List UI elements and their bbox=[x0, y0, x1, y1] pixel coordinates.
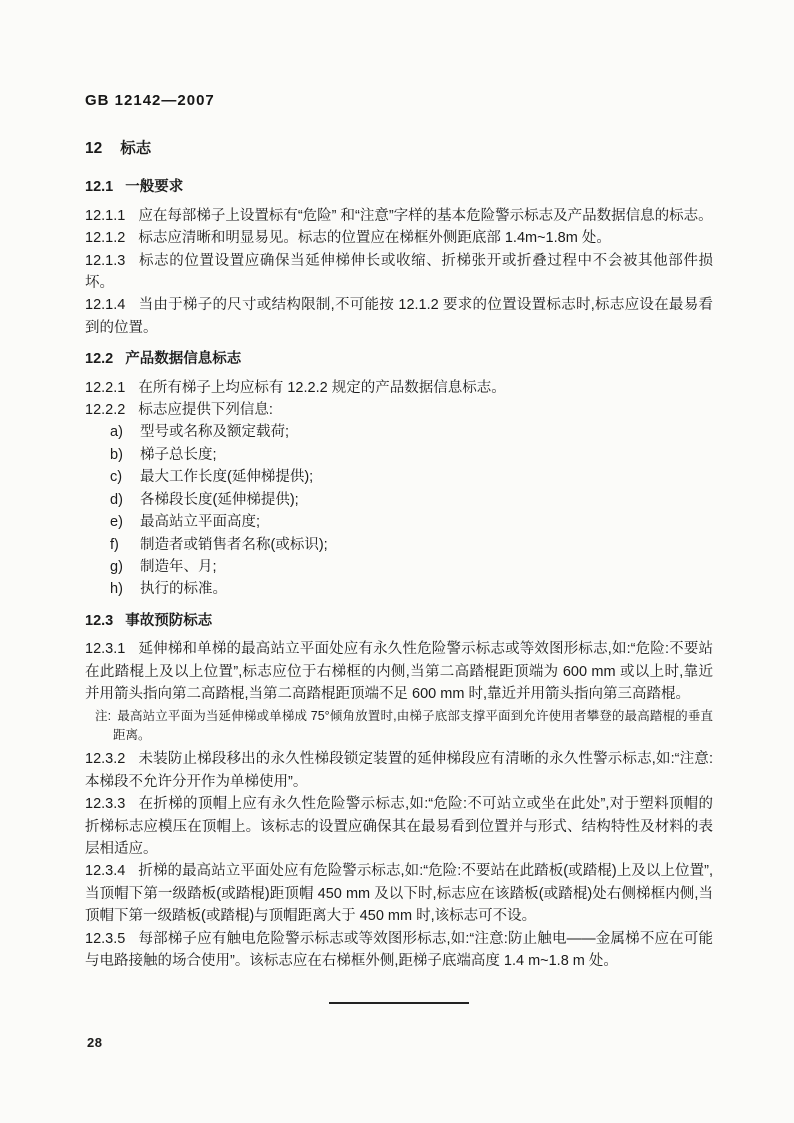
note: 注: 最高站立平面为当延伸梯或单梯成 75°倾角放置时,由梯子底部支撑平面到允许使用者攀登的最高踏棍的垂直距离。 bbox=[95, 709, 713, 743]
chapter-heading: 12 标志 bbox=[85, 140, 152, 157]
list-item: a) 型号或名称及额定载荷; bbox=[85, 421, 713, 443]
clause: 12.3.3 在折梯的顶帽上应有永久性危险警示标志,如:“危险:不可站立或坐在此处”,对于塑料顶帽的折梯标志应模压在顶帽上。该标志的设置应确保其在最易看到位置并与形式、结构特性及材料的表层相适应。 bbox=[85, 796, 713, 857]
clause: 12.1.1 应在每部梯子上设置标有“危险” 和“注意”字样的基本危险警示标志及产品数据信息的标志。 bbox=[85, 207, 713, 224]
clause: 12.1.2 标志应清晰和明显易见。标志的位置应在梯框外侧距底部 1.4m~1.8m 处。 bbox=[85, 230, 611, 247]
list-label: f) bbox=[110, 536, 119, 553]
clause-number: 12.3.3 bbox=[85, 796, 126, 813]
clause-number: 12.3 bbox=[85, 612, 114, 629]
list-item: f) 制造者或销售者名称(或标识); bbox=[85, 534, 713, 556]
clause: 12.3.1 延伸梯和单梯的最高站立平面处应有永久性危险警示标志或等效图形标志,如:“危险:不要站在此踏棍上及以上位置”,标志应位于右梯框的内侧,当第二高踏棍距顶端为 600 mm 或以上时,靠近并用箭头指向第二高踏棍,当第二高踏棍距顶端不足 600 mm 时,靠近并用箭头指向第三高踏棍。 bbox=[85, 641, 713, 702]
list-item: b) 梯子总长度; bbox=[85, 444, 713, 466]
list-item: e) 最高站立平面高度; bbox=[85, 511, 713, 533]
list-label: a) bbox=[110, 424, 123, 441]
clause-number: 12.3.2 bbox=[85, 751, 126, 768]
clause: 12.3.4 折梯的最高站立平面处应有危险警示标志,如:“危险:不要站在此踏板(或踏棍)上及以上位置”,当顶帽下第一级踏板(或踏棍)距顶帽 450 mm 及以下时,标志应在该踏板(或踏棍)处右侧梯框内侧,当顶帽下第一级踏板(或踏棍)与顶帽距离大于 450 mm 时,该标志可不设。 bbox=[85, 863, 713, 925]
clause-number: 12.1 bbox=[85, 179, 114, 196]
list-item: g) 制造年、月; bbox=[85, 556, 713, 578]
section-heading: 12.1 一般要求 bbox=[85, 179, 184, 196]
list-label: d) bbox=[110, 491, 123, 508]
clause: 12.2.2 标志应提供下列信息: bbox=[85, 402, 273, 419]
clause-number: 12.2.1 bbox=[85, 379, 126, 396]
clause-number: 12.2.2 bbox=[85, 402, 126, 419]
list-item: c) 最大工作长度(延伸梯提供); bbox=[85, 466, 713, 488]
section-heading: 12.2 产品数据信息标志 bbox=[85, 351, 242, 368]
clause-number: 12.1.2 bbox=[85, 230, 126, 247]
clause: 12.3.2 未装防止梯段移出的永久性梯段锁定装置的延伸梯段应有清晰的永久性警示标志,如:“注意:本梯段不允许分开作为单梯使用”。 bbox=[85, 751, 713, 790]
list-label: c) bbox=[110, 469, 123, 486]
clause: 12.3.5 每部梯子应有触电危险警示标志或等效图形标志,如:“注意:防止触电——金属梯不应在可能与电路接触的场合使用”。该标志应在右梯框外侧,距梯子底端高度 1.4 m~1.8 m 处。 bbox=[85, 930, 713, 969]
clause-number: 12.1.1 bbox=[85, 207, 126, 224]
page-number: 28 bbox=[87, 1035, 103, 1050]
standard-number-header: GB 12142—2007 bbox=[85, 92, 215, 109]
list-item: d) 各梯段长度(延伸梯提供); bbox=[85, 489, 713, 511]
list-label: b) bbox=[110, 446, 123, 463]
clause-number: 12.3.5 bbox=[85, 930, 126, 947]
clause-number: 12.1.4 bbox=[85, 297, 126, 314]
document-body bbox=[85, 138, 713, 1004]
list-label: g) bbox=[110, 558, 123, 575]
list-item: h) 执行的标准。 bbox=[85, 578, 713, 600]
list-label: e) bbox=[110, 514, 123, 531]
clause-number: 12.1.3 bbox=[85, 252, 126, 269]
end-line bbox=[329, 1002, 469, 1004]
clause-number: 12.3.1 bbox=[85, 641, 126, 658]
section-heading: 12.3 事故预防标志 bbox=[85, 612, 213, 629]
clause: 12.2.1 在所有梯子上均应标有 12.2.2 规定的产品数据信息标志。 bbox=[85, 379, 506, 396]
clause: 12.1.4 当由于梯子的尺寸或结构限制,不可能按 12.1.2 要求的位置设置标志时,标志应设在最易看到的位置。 bbox=[85, 297, 713, 336]
clause-number: 12 bbox=[85, 140, 103, 157]
note-label: 注: bbox=[95, 709, 112, 724]
clause-number: 12.3.4 bbox=[85, 863, 126, 880]
list-label: h) bbox=[110, 581, 123, 598]
clause: 12.1.3 标志的位置设置应确保当延伸梯伸长或收缩、折梯张开或折叠过程中不会被其他部件损坏。 bbox=[85, 252, 713, 292]
clause-number: 12.2 bbox=[85, 351, 114, 368]
